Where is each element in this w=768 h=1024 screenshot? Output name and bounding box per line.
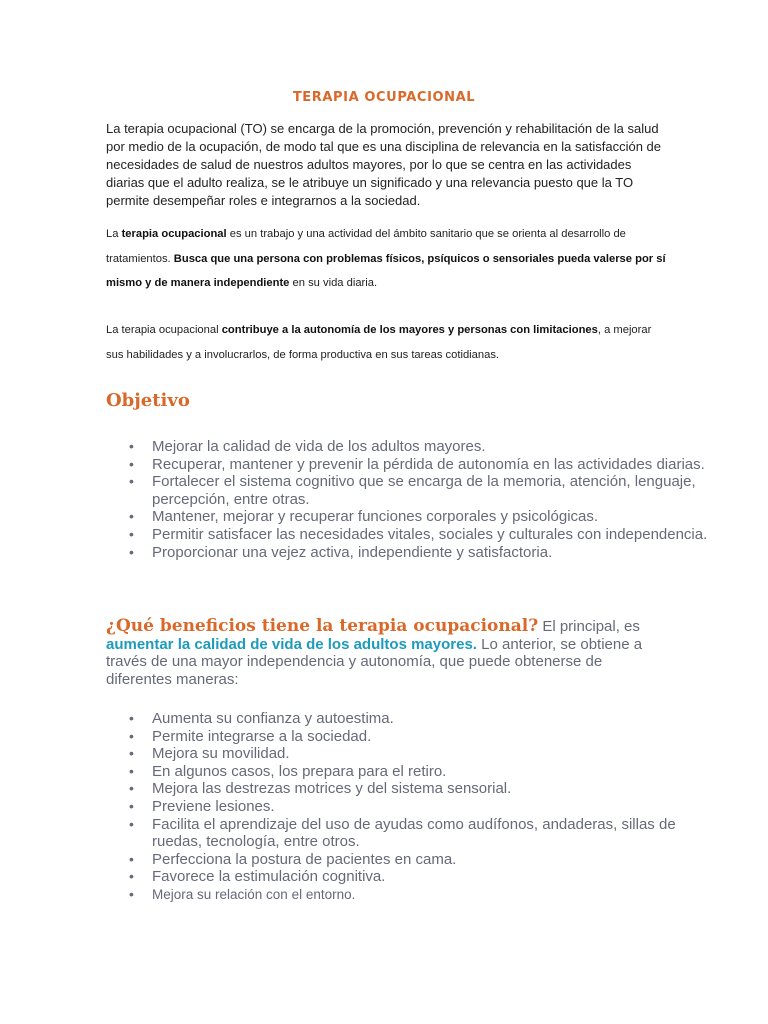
beneficios-heading: ¿Qué beneficios tiene la terapia ocupacional? bbox=[106, 616, 539, 636]
list-item-text: Facilita el aprendizaje del uso de ayudas como audífonos, andaderas, sillas de ruedas, tecnología, entre otros. bbox=[152, 815, 676, 851]
list-item bbox=[129, 868, 712, 886]
list-item bbox=[129, 815, 712, 851]
list-item-text: Mejora su relación con el entorno. bbox=[152, 886, 356, 902]
list-item bbox=[129, 780, 712, 798]
bullet-icon: • bbox=[129, 543, 134, 560]
list-item bbox=[129, 850, 712, 869]
text: Lo anterior, se obtiene a través de una mayor independencia y autonomía, que puede obtenerse de diferentes maneras: bbox=[106, 635, 643, 688]
text: El principal, es bbox=[538, 618, 640, 635]
text: en su vida diaria. bbox=[289, 277, 378, 289]
list-item-text: Mejora su movilidad. bbox=[152, 745, 290, 763]
list-item-text: Previene lesiones. bbox=[152, 797, 275, 815]
list-item-text: Proporcionar una vejez activa, independiente y satisfactoria. bbox=[152, 543, 553, 561]
text: La terapia ocupacional bbox=[106, 324, 222, 336]
text: es un trabajo y una actividad del ámbito sanitario que se orienta al desarrollo de tratamientos. bbox=[106, 228, 626, 265]
list-item bbox=[129, 455, 712, 474]
text: , a mejorar sus habilidades y a involucrarlos, de forma productiva en sus tareas cotidianas. bbox=[106, 324, 652, 361]
text: La bbox=[106, 228, 122, 240]
list-item bbox=[129, 885, 712, 904]
list-item-text: Permite integrarse a la sociedad. bbox=[152, 727, 372, 745]
bullet-icon: • bbox=[129, 727, 134, 744]
bold-text: Busca que una persona con problemas físicos, psíquicos o sensoriales pueda valerse por sí mismo y de manera independiente bbox=[106, 252, 666, 289]
bullet-icon: • bbox=[129, 745, 134, 762]
list-item-text: Aumenta su confianza y autoestima. bbox=[152, 710, 394, 727]
list-item-text: Mejorar la calidad de vida de los adultos mayores. bbox=[152, 438, 486, 455]
highlight-text: aumentar la calidad de vida de los adultos mayores. bbox=[106, 635, 477, 653]
page-title: TERAPIA OCUPACIONAL bbox=[292, 90, 476, 105]
list-item-text: Fortalecer el sistema cognitivo que se encarga de la memoria, atención, lenguaje, percepción, entre otras. bbox=[152, 473, 696, 508]
list-item-text: Recuperar, mantener y prevenir la pérdida de autonomía en las actividades diarias. bbox=[152, 455, 705, 473]
bullet-icon: • bbox=[129, 868, 134, 885]
bullet-icon: • bbox=[129, 762, 134, 779]
beneficios-paragraph bbox=[106, 618, 666, 688]
bullet-icon: • bbox=[129, 455, 134, 472]
list-item bbox=[129, 543, 712, 562]
list-item bbox=[129, 710, 712, 728]
bullet-icon: • bbox=[129, 780, 134, 797]
intro-paragraph: La terapia ocupacional (TO) se encarga de la promoción, prevención y rehabilitación de la salud por medio de la ocupación, de modo tal que es una disciplina de relevancia en la satisfacción de necesidades de salud de nuestros adultos mayores, por lo que se centra en las actividades diarias que el adulto realiza, se le atribuye un significado y una relevancia puesto que la TO permite desempeñar roles e integrarnos a la sociedad. bbox=[106, 121, 662, 208]
bullet-icon: • bbox=[129, 525, 134, 542]
bullet-icon: • bbox=[129, 438, 134, 454]
bullet-icon: • bbox=[129, 815, 134, 832]
list-item bbox=[129, 438, 712, 456]
list-item-text: Mejora las destrezas motrices y del sistema sensorial. bbox=[152, 780, 512, 798]
list-item-text: Favorece la estimulación cognitiva. bbox=[152, 868, 386, 886]
paragraph-definition bbox=[106, 222, 666, 296]
list-item bbox=[129, 727, 712, 746]
bullet-icon: • bbox=[129, 885, 134, 902]
bold-text: terapia ocupacional bbox=[121, 228, 227, 240]
list-item bbox=[129, 508, 712, 526]
bold-text: contribuye a la autonomía de los mayores y personas con limitaciones bbox=[221, 324, 598, 336]
list-item-text: Perfecciona la postura de pacientes en cama. bbox=[152, 850, 457, 868]
objetivo-list bbox=[106, 438, 712, 561]
list-item bbox=[129, 745, 712, 763]
list-item-text: Permitir satisfacer las necesidades vitales, sociales y culturales con independencia. bbox=[152, 525, 708, 543]
beneficios-list bbox=[106, 710, 712, 904]
bullet-icon: • bbox=[129, 850, 134, 867]
list-item bbox=[129, 762, 712, 781]
paragraph-contribution bbox=[106, 318, 666, 367]
bullet-icon: • bbox=[129, 473, 134, 490]
list-item-text: Mantener, mejorar y recuperar funciones corporales y psicológicas. bbox=[152, 508, 599, 526]
list-item bbox=[129, 473, 712, 508]
list-item-text: En algunos casos, los prepara para el retiro. bbox=[152, 762, 447, 780]
objetivo-heading: Objetivo bbox=[106, 390, 190, 411]
bullet-icon: • bbox=[129, 508, 134, 525]
list-item bbox=[129, 525, 712, 544]
bullet-icon: • bbox=[129, 710, 134, 726]
bullet-icon: • bbox=[129, 797, 134, 814]
list-item bbox=[129, 797, 712, 816]
